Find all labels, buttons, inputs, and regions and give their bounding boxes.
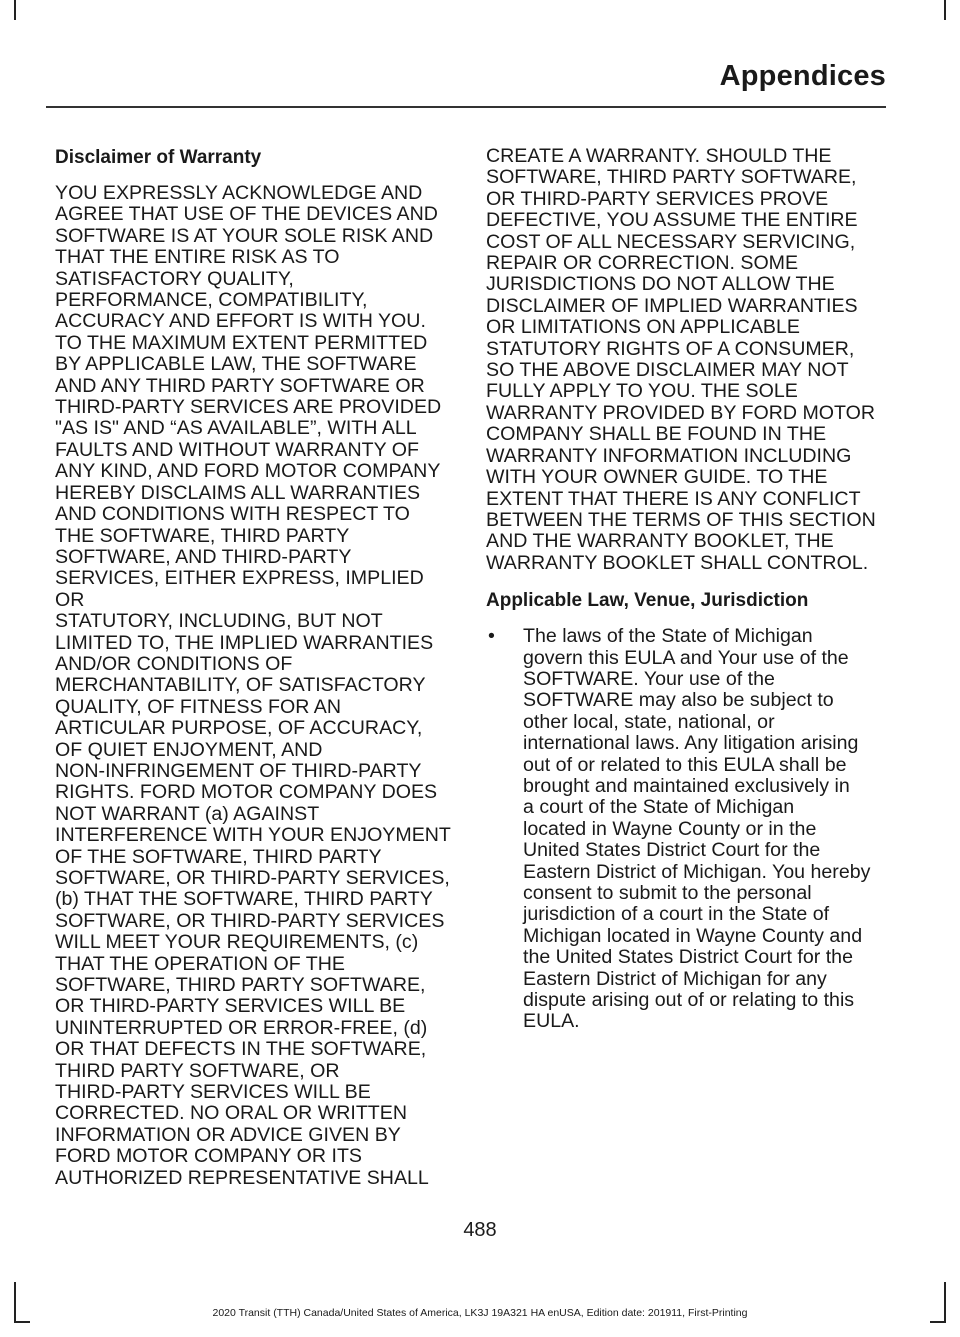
page-title: Appendices xyxy=(719,60,886,92)
bullet-marker: • xyxy=(488,625,495,648)
crop-mark-bottom-right-h xyxy=(930,1321,946,1323)
page-number: 488 xyxy=(463,1219,497,1241)
section-heading-applicable-law: Applicable Law, Venue, Jurisdiction xyxy=(486,590,809,612)
left-column xyxy=(55,146,451,1189)
section-heading-disclaimer: Disclaimer of Warranty xyxy=(55,147,262,168)
right-column xyxy=(486,146,884,1033)
crop-mark-bottom-left-h xyxy=(14,1321,30,1323)
list-item-text: The laws of the State of Michigan govern this EULA and Your use of the SOFTWARE. Your use of the SOFTWARE may also be subject to other local, state, national, or international laws. Any litigation arising out of or related to this EULA shall be brought and maintained exclusively in a court of the State of Michigan located in Wayne County or in the United States District Court for the Eastern District of Michigan. You hereby consent to submit to the personal jurisdiction of a court in the State of Michigan located in Wayne County and the United States District Court for the Eastern District of Michigan for any dispute arising out of or relating to this EULA. xyxy=(523,625,871,1033)
footer-edition-info: 2020 Transit (TTH) Canada/United States of America, LK3J 19A321 HA enUSA, Edition date: 201911, First-Printing xyxy=(212,1307,748,1319)
crop-mark-top-right xyxy=(944,0,946,20)
disclaimer-body: YOU EXPRESSLY ACKNOWLEDGE AND AGREE THAT USE OF THE DEVICES AND SOFTWARE IS AT YOUR SOLE RISK AND THAT THE ENTIRE RISK AS TO SATISFACTORY QUALITY, PERFORMANCE, COMPATIBILITY, ACCURACY AND EFFORT IS WITH YOU. TO THE MAXIMUM EXTENT PERMITTED BY APPLICABLE LAW, THE SOFTWARE AND ANY THIRD PARTY SOFTWARE OR THIRD-PARTY SERVICES ARE PROVIDED "AS IS" AND “AS AVAILABLE”, WITH ALL FAULTS AND WITHOUT WARRANTY OF ANY KIND, AND FORD MOTOR COMPANY HEREBY DISCLAIMS ALL WARRANTIES AND CONDITIONS WITH RESPECT TO THE SOFTWARE, THIRD PARTY SOFTWARE, AND THIRD-PARTY SERVICES, EITHER EXPRESS, IMPLIED OR STATUTORY, INCLUDING, BUT NOT LIMITED TO, THE IMPLIED WARRANTIES AND/OR CONDITIONS OF MERCHANTABILITY, OF SATISFACTORY QUALITY, OF FITNESS FOR AN ARTICULAR PURPOSE, OF ACCURACY, OF QUIET ENJOYMENT, AND NON-INFRINGEMENT OF THIRD-PARTY RIGHTS. FORD MOTOR COMPANY DOES NOT WARRANT (a) AGAINST INTERFERENCE WITH YOUR ENJOYMENT OF THE SOFTWARE, THIRD PARTY SOFTWARE, OR THIRD-PARTY SERVICES, (b) THAT THE SOFTWARE, THIRD PARTY SOFTWARE, OR THIRD-PARTY SERVICES WILL MEET YOUR REQUIREMENTS, (c) THAT THE OPERATION OF THE SOFTWARE, THIRD PARTY SOFTWARE, OR THIRD-PARTY SERVICES WILL BE UNINTERRUPTED OR ERROR-FREE, (d) OR THAT DEFECTS IN THE SOFTWARE, THIRD PARTY SOFTWARE, OR THIRD-PARTY SERVICES WILL BE CORRECTED. NO ORAL OR WRITTEN INFORMATION OR ADVICE GIVEN BY FORD MOTOR COMPANY OR ITS AUTHORIZED REPRESENTATIVE SHALL xyxy=(55,182,451,1189)
header-divider xyxy=(46,106,886,108)
spacer xyxy=(486,574,884,589)
crop-mark-top-left xyxy=(14,0,16,20)
list-item xyxy=(486,626,884,1033)
disclaimer-body-continued: CREATE A WARRANTY. SHOULD THE SOFTWARE, THIRD PARTY SOFTWARE, OR THIRD-PARTY SERVICES PROVE DEFECTIVE, YOU ASSUME THE ENTIRE COST OF ALL NECESSARY SERVICING, REPAIR OR CORRECTION. SOME JURISDICTIONS DO NOT ALLOW THE DISCLAIMER OF IMPLIED WARRANTIES OR LIMITATIONS ON APPLICABLE STATUTORY RIGHTS OF A CONSUMER, SO THE ABOVE DISCLAIMER MAY NOT FULLY APPLY TO YOU. THE SOLE WARRANTY PROVIDED BY FORD MOTOR COMPANY SHALL BE FOUND IN THE WARRANTY INFORMATION INCLUDING WITH YOUR OWNER GUIDE. TO THE EXTENT THAT THERE IS ANY CONFLICT BETWEEN THE TERMS OF THIS SECTION AND THE WARRANTY BOOKLET, THE WARRANTY BOOKLET SHALL CONTROL. xyxy=(486,145,876,574)
